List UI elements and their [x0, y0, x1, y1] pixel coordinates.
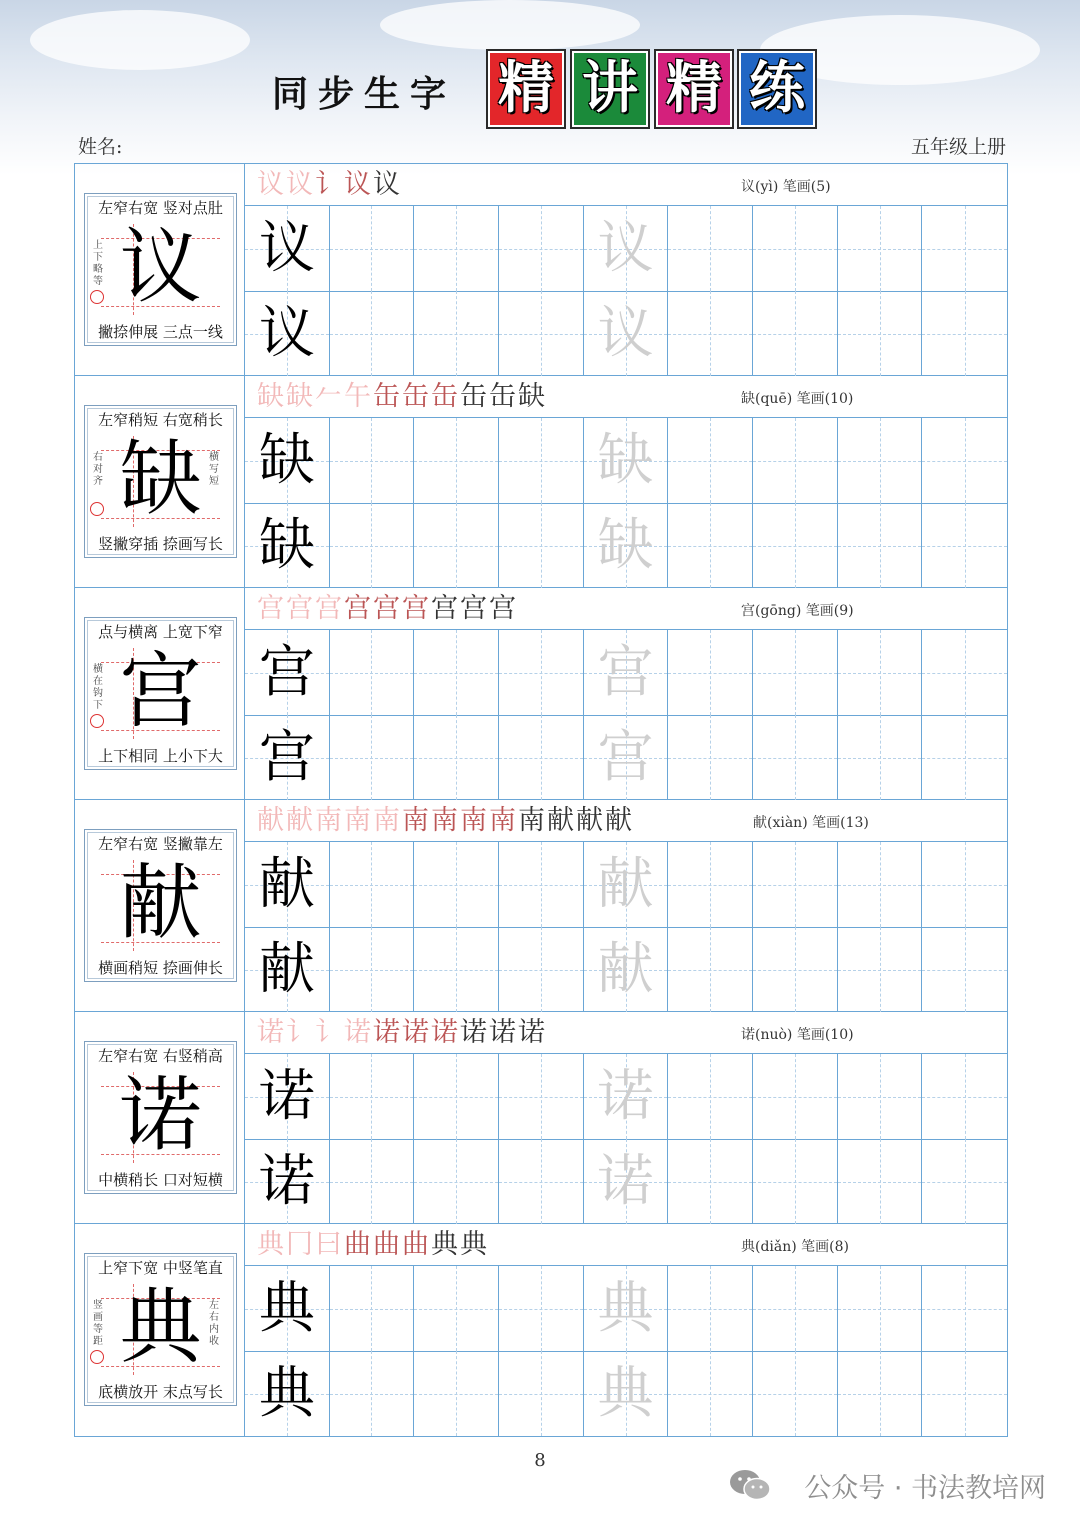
- model-character: 宫: [258, 725, 315, 790]
- practice-cell[interactable]: [414, 503, 499, 588]
- hint-panel: [75, 1224, 245, 1436]
- stroke-step: 典: [257, 1229, 286, 1260]
- practice-cell[interactable]: [753, 1266, 838, 1351]
- practice-grid-row: [245, 1351, 1007, 1436]
- circle-mark: [90, 714, 104, 728]
- practice-cell[interactable]: [838, 1351, 923, 1436]
- stroke-step: 讠: [315, 169, 344, 200]
- stroke-step: 午: [344, 381, 373, 412]
- character-block: [75, 588, 1007, 800]
- stroke-info: 献(xiàn) 笔画(13): [753, 815, 869, 831]
- title-highlight-box: 精: [488, 51, 564, 127]
- stroke-step: 诺: [344, 1017, 373, 1048]
- practice-cell[interactable]: [245, 630, 330, 715]
- character-block: [75, 1012, 1007, 1224]
- practice-cell[interactable]: [584, 291, 669, 376]
- model-character: 典: [258, 1361, 315, 1426]
- practice-cell[interactable]: [668, 1266, 753, 1351]
- hint-box: [84, 1253, 237, 1406]
- practice-cell[interactable]: [330, 418, 415, 503]
- practice-cell[interactable]: [584, 1139, 669, 1224]
- hint-panel: [75, 800, 245, 1011]
- practice-cell[interactable]: [245, 206, 330, 291]
- stroke-step: 曲: [344, 1229, 373, 1260]
- page-title: 同步生字: [272, 74, 457, 115]
- hint-box: [84, 193, 237, 346]
- practice-grid-row: [245, 206, 1007, 292]
- practice-cell[interactable]: [245, 1054, 330, 1139]
- practice-cell[interactable]: [499, 927, 584, 1012]
- side-note: 横在钩下: [93, 664, 103, 711]
- practice-cell[interactable]: [922, 503, 1007, 588]
- practice-cell[interactable]: [414, 1054, 499, 1139]
- stroke-step: 献: [605, 805, 634, 836]
- model-character: 献: [258, 937, 315, 1002]
- practice-cell[interactable]: [668, 1351, 753, 1436]
- trace-character: 缺: [597, 513, 654, 578]
- hint-panel: [75, 164, 245, 375]
- stroke-step: 宫: [315, 593, 344, 624]
- practice-cell[interactable]: [499, 291, 584, 376]
- model-character: 议: [258, 216, 315, 281]
- stroke-step: 讠: [286, 1017, 315, 1048]
- practice-cell[interactable]: [922, 927, 1007, 1012]
- title-highlight-box: 练: [739, 51, 815, 127]
- character-block: [75, 800, 1007, 1012]
- stroke-step: 南: [344, 805, 373, 836]
- hint-top-text: 左窄右宽 竖对点肚: [98, 199, 223, 217]
- practice-cell[interactable]: [753, 291, 838, 376]
- stroke-step: 献: [257, 805, 286, 836]
- practice-cell[interactable]: [414, 291, 499, 376]
- stroke-order-row: [245, 1012, 1007, 1054]
- hint-box: [84, 829, 237, 982]
- hint-character: 献: [119, 856, 202, 951]
- hint-box: [84, 1041, 237, 1194]
- stroke-step: 缶: [460, 381, 489, 412]
- practice-cell[interactable]: [753, 1351, 838, 1436]
- page-number: 8: [534, 1450, 546, 1471]
- trace-character: 诺: [597, 1064, 654, 1129]
- circle-mark: [90, 1350, 104, 1364]
- stroke-step: 议: [286, 169, 315, 200]
- practice-cell[interactable]: [922, 630, 1007, 715]
- practice-sheet: [74, 163, 1008, 1437]
- practice-grid-row: [245, 503, 1007, 588]
- practice-cell[interactable]: [838, 291, 923, 376]
- stroke-step: 宫: [257, 593, 286, 624]
- practice-cell[interactable]: [838, 630, 923, 715]
- side-note: 上下略等: [93, 240, 103, 287]
- stroke-step: 曲: [373, 1229, 402, 1260]
- stroke-step: 议: [373, 169, 402, 200]
- trace-character: 献: [597, 937, 654, 1002]
- stroke-order-row: [245, 376, 1007, 418]
- stroke-step: 诺: [373, 1017, 402, 1048]
- practice-cell[interactable]: [584, 927, 669, 1012]
- practice-cell[interactable]: [668, 715, 753, 800]
- practice-cell[interactable]: [330, 1351, 415, 1436]
- practice-cell[interactable]: [584, 715, 669, 800]
- stroke-step: 诺: [518, 1017, 547, 1048]
- practice-cell[interactable]: [330, 1266, 415, 1351]
- practice-cell[interactable]: [668, 206, 753, 291]
- hint-bottom-text: 横画稍短 捺画伸长: [98, 959, 223, 977]
- stroke-info: 议(yì) 笔画(5): [741, 179, 831, 195]
- practice-grid-row: [245, 418, 1007, 504]
- practice-cell[interactable]: [414, 927, 499, 1012]
- practice-cell[interactable]: [584, 1266, 669, 1351]
- practice-cell[interactable]: [922, 1054, 1007, 1139]
- stroke-sequence: [257, 1014, 547, 1052]
- practice-cell[interactable]: [668, 842, 753, 927]
- model-character: 缺: [258, 428, 315, 493]
- practice-grid-row: [245, 715, 1007, 800]
- practice-cell[interactable]: [922, 1351, 1007, 1436]
- practice-grid-row: [245, 927, 1007, 1012]
- stroke-info: 宫(gōng) 笔画(9): [741, 603, 854, 619]
- practice-cell[interactable]: [245, 1351, 330, 1436]
- cloud-decoration: [380, 0, 640, 50]
- stroke-step: 宫: [344, 593, 373, 624]
- side-note-right: 横写短: [209, 452, 219, 487]
- practice-grid-row: [245, 1054, 1007, 1140]
- stroke-step: 诺: [431, 1017, 460, 1048]
- stroke-sequence: [257, 802, 634, 840]
- practice-cell[interactable]: [499, 1139, 584, 1224]
- hint-box: [84, 617, 237, 770]
- side-note: 右对齐: [93, 452, 103, 487]
- title-highlight-box: 讲: [572, 51, 648, 127]
- practice-cell[interactable]: [414, 418, 499, 503]
- practice-cell[interactable]: [245, 503, 330, 588]
- practice-cell[interactable]: [753, 715, 838, 800]
- practice-cell[interactable]: [245, 927, 330, 1012]
- practice-cell[interactable]: [668, 630, 753, 715]
- character-block: [75, 164, 1007, 376]
- hint-top-text: 上窄下宽 中竖笔直: [98, 1259, 223, 1277]
- practice-grid-row: [245, 291, 1007, 376]
- stroke-step: 南: [373, 805, 402, 836]
- practice-cell[interactable]: [330, 503, 415, 588]
- practice-cell[interactable]: [330, 1054, 415, 1139]
- stroke-step: 缺: [286, 381, 315, 412]
- practice-cell[interactable]: [584, 503, 669, 588]
- practice-cell[interactable]: [499, 1351, 584, 1436]
- wechat-icon: [728, 1468, 772, 1502]
- circle-mark: [90, 290, 104, 304]
- stroke-info: 诺(nuò) 笔画(10): [741, 1027, 854, 1043]
- stroke-step: 曰: [315, 1229, 344, 1260]
- hint-character: 典: [119, 1280, 202, 1375]
- practice-cell[interactable]: [245, 1139, 330, 1224]
- stroke-step: 南: [315, 805, 344, 836]
- stroke-step: 南: [460, 805, 489, 836]
- trace-character: 缺: [597, 428, 654, 493]
- trace-character: 宫: [597, 640, 654, 705]
- circle-mark: [90, 502, 104, 516]
- practice-cell[interactable]: [245, 842, 330, 927]
- stroke-sequence: [257, 166, 402, 204]
- hint-bottom-text: 上下相同 上小下大: [98, 747, 223, 765]
- stroke-order-row: [245, 588, 1007, 630]
- trace-character: 议: [597, 216, 654, 281]
- stroke-step: 缶: [402, 381, 431, 412]
- stroke-step: 曲: [402, 1229, 431, 1260]
- practice-cell[interactable]: [838, 1139, 923, 1224]
- stroke-step: 议: [257, 169, 286, 200]
- stroke-step: 南: [489, 805, 518, 836]
- stroke-step: 缶: [489, 381, 518, 412]
- practice-cell[interactable]: [838, 927, 923, 1012]
- practice-cell[interactable]: [922, 1139, 1007, 1224]
- stroke-step: 缶: [373, 381, 402, 412]
- practice-cell[interactable]: [753, 206, 838, 291]
- practice-cell[interactable]: [330, 291, 415, 376]
- stroke-order-row: [245, 800, 1007, 842]
- stroke-step: 诺: [257, 1017, 286, 1048]
- stroke-step: 南: [431, 805, 460, 836]
- practice-cell[interactable]: [584, 206, 669, 291]
- stroke-step: 宫: [402, 593, 431, 624]
- hint-bottom-text: 撇捺伸展 三点一线: [98, 323, 223, 341]
- practice-cell[interactable]: [414, 206, 499, 291]
- practice-cell[interactable]: [330, 842, 415, 927]
- practice-grid-row: [245, 630, 1007, 716]
- practice-cell[interactable]: [499, 1054, 584, 1139]
- trace-character: 宫: [597, 725, 654, 790]
- practice-cell[interactable]: [922, 1266, 1007, 1351]
- practice-cell[interactable]: [838, 1266, 923, 1351]
- practice-cell[interactable]: [838, 1054, 923, 1139]
- practice-cell[interactable]: [668, 418, 753, 503]
- practice-cell[interactable]: [414, 630, 499, 715]
- practice-cell[interactable]: [584, 630, 669, 715]
- practice-cell[interactable]: [330, 927, 415, 1012]
- practice-grid-row: [245, 1266, 1007, 1352]
- practice-cell[interactable]: [922, 418, 1007, 503]
- side-note-right: 左右内收: [209, 1300, 219, 1347]
- practice-cell[interactable]: [414, 842, 499, 927]
- hint-character: 缺: [119, 432, 202, 527]
- stroke-step: 宫: [373, 593, 402, 624]
- stroke-step: 冂: [286, 1229, 315, 1260]
- stroke-info: 缺(quē) 笔画(10): [741, 391, 854, 407]
- side-note: 竖画等距: [93, 1300, 103, 1347]
- practice-cell[interactable]: [330, 630, 415, 715]
- model-character: 议: [258, 301, 315, 366]
- practice-cell[interactable]: [245, 715, 330, 800]
- practice-cell[interactable]: [668, 1054, 753, 1139]
- practice-cell[interactable]: [753, 503, 838, 588]
- practice-cell[interactable]: [245, 418, 330, 503]
- stroke-step: 宫: [489, 593, 518, 624]
- hint-panel: [75, 588, 245, 799]
- practice-cell[interactable]: [584, 418, 669, 503]
- stroke-step: 讠: [315, 1017, 344, 1048]
- hint-top-text: 左窄右宽 右竖稍高: [98, 1047, 223, 1065]
- stroke-step: 典: [460, 1229, 489, 1260]
- hint-character: 诺: [119, 1068, 202, 1163]
- practice-cell[interactable]: [414, 1139, 499, 1224]
- trace-character: 献: [597, 852, 654, 917]
- practice-cell[interactable]: [414, 715, 499, 800]
- hint-bottom-text: 竖撇穿插 捺画写长: [98, 535, 223, 553]
- trace-character: 议: [597, 301, 654, 366]
- practice-cell[interactable]: [499, 1266, 584, 1351]
- stroke-step: 南: [402, 805, 431, 836]
- practice-cell[interactable]: [838, 503, 923, 588]
- hint-bottom-text: 中横稍长 口对短横: [98, 1171, 223, 1189]
- stroke-step: 𠂉: [315, 381, 344, 412]
- stroke-sequence: [257, 590, 518, 628]
- practice-cell[interactable]: [922, 291, 1007, 376]
- practice-cell[interactable]: [668, 927, 753, 1012]
- stroke-step: 宫: [286, 593, 315, 624]
- stroke-step: 献: [576, 805, 605, 836]
- practice-cell[interactable]: [584, 1351, 669, 1436]
- stroke-sequence: [257, 1226, 489, 1264]
- practice-cell[interactable]: [922, 842, 1007, 927]
- cloud-decoration: [30, 10, 250, 70]
- stroke-order-row: [245, 1224, 1007, 1266]
- stroke-step: 缶: [431, 381, 460, 412]
- practice-cell[interactable]: [584, 1054, 669, 1139]
- practice-cell[interactable]: [753, 418, 838, 503]
- hint-panel: [75, 376, 245, 587]
- stroke-step: 缺: [257, 381, 286, 412]
- hint-top-text: 左窄右宽 竖撇靠左: [98, 835, 223, 853]
- practice-cell[interactable]: [753, 842, 838, 927]
- stroke-step: 诺: [460, 1017, 489, 1048]
- hint-top-text: 左窄稍短 右宽稍长: [98, 411, 223, 429]
- model-character: 诺: [258, 1064, 315, 1129]
- stroke-step: 诺: [402, 1017, 431, 1048]
- practice-cell[interactable]: [330, 1139, 415, 1224]
- trace-character: 诺: [597, 1149, 654, 1214]
- practice-grid-row: [245, 1139, 1007, 1224]
- practice-cell[interactable]: [753, 1054, 838, 1139]
- practice-cell[interactable]: [330, 206, 415, 291]
- practice-cell[interactable]: [668, 291, 753, 376]
- hint-panel: [75, 1012, 245, 1223]
- practice-cell[interactable]: [584, 842, 669, 927]
- stroke-step: 典: [431, 1229, 460, 1260]
- practice-cell[interactable]: [414, 1351, 499, 1436]
- stroke-step: 宫: [460, 593, 489, 624]
- stroke-step: 南: [518, 805, 547, 836]
- practice-cell[interactable]: [499, 206, 584, 291]
- model-character: 典: [258, 1276, 315, 1341]
- stroke-info: 典(diǎn) 笔画(8): [741, 1239, 850, 1255]
- title-highlight-box: 精: [656, 51, 732, 127]
- practice-cell[interactable]: [499, 630, 584, 715]
- grade-label: 五年级上册: [910, 136, 1006, 158]
- character-block: [75, 376, 1007, 588]
- practice-cell[interactable]: [838, 715, 923, 800]
- hint-top-text: 点与横离 上宽下窄: [98, 623, 223, 641]
- hint-character: 议: [119, 220, 202, 315]
- name-label: 姓名:: [78, 136, 123, 158]
- practice-cell[interactable]: [499, 842, 584, 927]
- practice-cell[interactable]: [838, 206, 923, 291]
- watermark-text: 公众号 · 书法教培网: [804, 1473, 1046, 1504]
- practice-cell[interactable]: [753, 1139, 838, 1224]
- stroke-order-row: [245, 164, 1007, 206]
- practice-grid-row: [245, 842, 1007, 928]
- stroke-step: 宫: [431, 593, 460, 624]
- model-character: 缺: [258, 513, 315, 578]
- model-character: 诺: [258, 1149, 315, 1214]
- practice-cell[interactable]: [753, 630, 838, 715]
- hint-box: [84, 405, 237, 558]
- stroke-step: 诺: [489, 1017, 518, 1048]
- practice-cell[interactable]: [245, 291, 330, 376]
- practice-cell[interactable]: [668, 503, 753, 588]
- practice-cell[interactable]: [499, 503, 584, 588]
- trace-character: 典: [597, 1361, 654, 1426]
- practice-cell[interactable]: [838, 842, 923, 927]
- practice-cell[interactable]: [838, 418, 923, 503]
- practice-cell[interactable]: [499, 715, 584, 800]
- character-block: [75, 1224, 1007, 1436]
- model-character: 献: [258, 852, 315, 917]
- practice-cell[interactable]: [330, 715, 415, 800]
- practice-cell[interactable]: [245, 1266, 330, 1351]
- hint-character: 宫: [119, 644, 202, 739]
- stroke-step: 缺: [518, 381, 547, 412]
- stroke-step: 献: [547, 805, 576, 836]
- trace-character: 典: [597, 1276, 654, 1341]
- practice-cell[interactable]: [922, 206, 1007, 291]
- practice-cell[interactable]: [414, 1266, 499, 1351]
- stroke-step: 献: [286, 805, 315, 836]
- stroke-step: 议: [344, 169, 373, 200]
- practice-cell[interactable]: [499, 418, 584, 503]
- practice-cell[interactable]: [753, 927, 838, 1012]
- stroke-sequence: [257, 378, 547, 416]
- hint-bottom-text: 底横放开 末点写长: [98, 1383, 223, 1401]
- practice-cell[interactable]: [668, 1139, 753, 1224]
- practice-cell[interactable]: [922, 715, 1007, 800]
- model-character: 宫: [258, 640, 315, 705]
